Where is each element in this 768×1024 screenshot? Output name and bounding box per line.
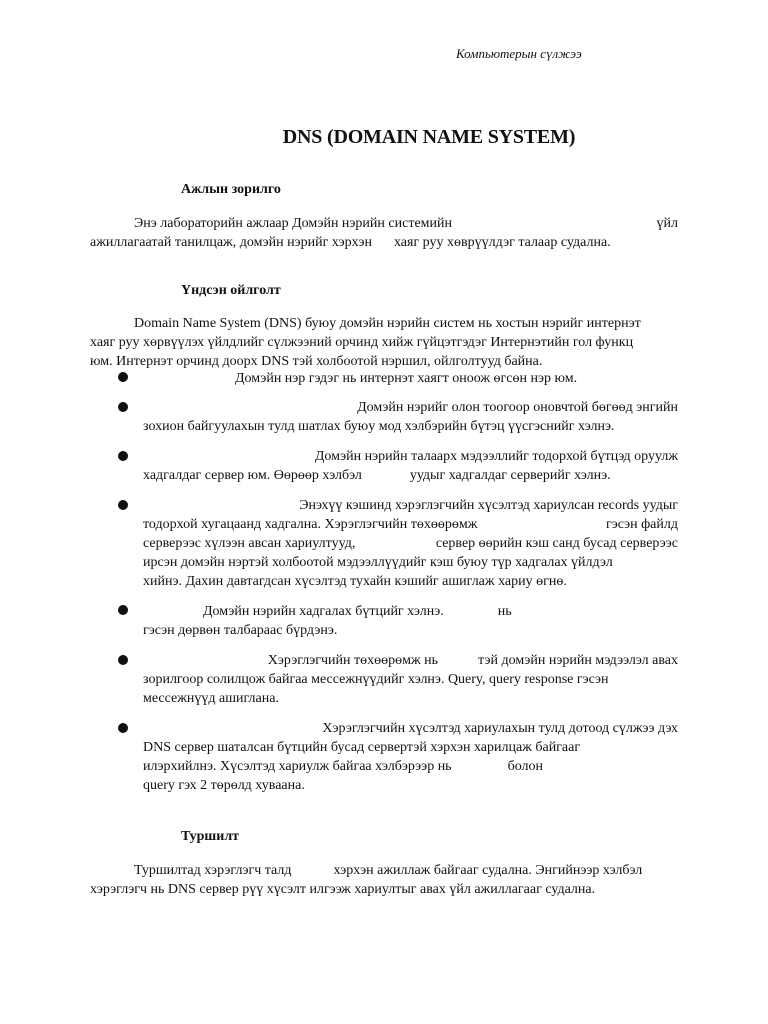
- section-heading-concepts: Үндсэн ойлголт: [181, 283, 281, 298]
- bullet-dot: [118, 402, 128, 412]
- bullet-5-text-1a: Домэйн нэрийн хадгалах бүтцийг хэлнэ.: [203, 604, 444, 619]
- bullet-item-6: [143, 651, 678, 708]
- bullet-6-text-2: зорилгоор солилцож байгаа мессежнүүдийг хэлнэ. Query, query response гэсэн: [143, 672, 609, 687]
- bullet-dot: [118, 605, 128, 615]
- bullet-5-text-1b: нь: [497, 604, 512, 619]
- purpose-text-2b: хаяг руу хөврүүлдэг талаар судална.: [393, 235, 611, 250]
- bullet-1-text: Домэйн нэр гэдэг нь интернэт хаягт оноож өгсөн нэр юм.: [235, 371, 578, 386]
- bullet-3-text-1: Домэйн нэрийн талаарх мэдээллийг тодорхой бүтцэд оруулж: [314, 449, 678, 464]
- bullet-7-text-3b: болон: [507, 759, 543, 774]
- experiment-text-1b: хэрхэн ажиллаж байгааг судална. Энгийнээр хэлбэл: [333, 863, 643, 878]
- bullet-4-text-1: Энэхүү кэшинд хэрэглэгчийн хүсэлтэд хариулсан records уудыг: [299, 498, 678, 513]
- purpose-text-1a: Энэ лабораторийн ажлаар Домэйн нэрийн системийн: [134, 216, 453, 231]
- bullet-3-text-2a: хадгалдаг сервер юм. Өөрөөр хэлбэл: [143, 468, 362, 483]
- bullet-6-text-1a: Хэрэглэгчийн төхөөрөмж нь: [267, 653, 439, 668]
- bullet-dot: [118, 723, 128, 733]
- purpose-line-2: [90, 233, 678, 252]
- bullet-7-text-3a: илэрхийлнэ. Хүсэлтэд хариулж байгаа хэлбэрээр нь: [143, 759, 452, 774]
- bullet-dot: [118, 451, 128, 461]
- bullet-7-text-2: DNS сервер шаталсан бүтцийн бусад сервертэй хэрхэн харилцаж байгааг: [143, 740, 581, 755]
- running-header: Компьютерын сүлжээ: [456, 46, 582, 61]
- bullet-item-5: [143, 602, 678, 640]
- bullet-2-text-2: зохион байгуулахын тулд шатлах буюу мод хэлбэрийн бүтэц үүсгэснийг хэлнэ.: [143, 419, 615, 434]
- purpose-text-1b: үйл: [656, 216, 678, 231]
- bullet-item-1: [143, 369, 678, 388]
- bullet-dot: [118, 500, 128, 510]
- purpose-line-1: [90, 214, 678, 233]
- experiment-paragraph: [90, 861, 678, 899]
- bullet-6-text-3: мессежнүүд ашиглана.: [143, 691, 279, 706]
- concepts-text-1: Domain Name System (DNS) буюу домэйн нэрийн систем нь хостын нэрийг интернэт: [134, 316, 641, 331]
- bullet-item-2: [143, 398, 678, 436]
- bullet-6-text-1b: тэй домэйн нэрийн мэдээлэл авах: [478, 653, 678, 668]
- document-title: DNS (DOMAIN NAME SYSTEM): [282, 126, 576, 148]
- bullet-4-text-3a: серверээс хүлээн авсан хариултууд,: [143, 536, 356, 551]
- purpose-text-2a: ажиллагаатай танилцаж, домэйн нэрийг хэрхэн: [90, 235, 372, 250]
- section-heading-purpose: Ажлын зорилго: [181, 182, 281, 197]
- bullet-2-text-1: Домэйн нэрийг олон тоогоор оновчтой бөгөөд энгийн: [357, 400, 678, 415]
- bullet-7-text-1: Хэрэглэгчийн хүсэлтэд хариулахын тулд дотоод сүлжээ дэх: [322, 721, 678, 736]
- concepts-line-3: юм. Интернэт орчинд доорх DNS тэй холбоотой нэршил, ойлголтууд байна.: [90, 354, 543, 369]
- section-heading-experiment: Туршилт: [181, 829, 240, 844]
- concepts-paragraph: [90, 314, 678, 371]
- bullet-4-text-2a: тодорхой хугацаанд хадгална. Хэрэглэгчийн төхөөрөмж: [143, 517, 478, 532]
- experiment-text-1a: Туршилтад хэрэглэгч талд: [134, 863, 292, 878]
- bullet-3-text-2b: уудыг хадгалдаг серверийг хэлнэ.: [409, 468, 611, 483]
- purpose-paragraph: [90, 214, 678, 252]
- bullet-4-text-2b: гэсэн файлд: [605, 517, 678, 532]
- bullet-4-text-4: ирсэн домэйн нэртэй холбоотой мэдээллүүдийг кэш буюу түр хадгалах үйлдэл: [143, 555, 613, 570]
- bullet-item-4: [143, 496, 678, 591]
- bullet-dot: [118, 372, 128, 382]
- bullet-item-7: [143, 719, 678, 795]
- bullet-item-3: [143, 447, 678, 485]
- bullet-4-text-3b: сервер өөрийн кэш санд бусад серверээс: [435, 536, 678, 551]
- concepts-line-1: [90, 314, 678, 333]
- bullet-dot: [118, 655, 128, 665]
- experiment-text-2: хэрэглэгч нь DNS сервер рүү хүсэлт илгээж хариултыг авах үйл ажиллагааг судална.: [90, 882, 596, 897]
- bullet-7-text-4: query гэх 2 төрөлд хуваана.: [143, 778, 305, 793]
- concepts-line-2: хаяг руу хөрвүүлэх үйлдлийг сүлжээний орчинд хийж гүйцэтгэдэг Интернэтийн гол функц: [90, 335, 634, 350]
- bullet-5-text-2: гэсэн дөрвөн талбараас бүрдэнэ.: [143, 623, 338, 638]
- bullet-4-text-5: хийнэ. Дахин давтагдсан хүсэлтэд тухайн кэшийг ашиглаж хариу өгнө.: [143, 574, 567, 589]
